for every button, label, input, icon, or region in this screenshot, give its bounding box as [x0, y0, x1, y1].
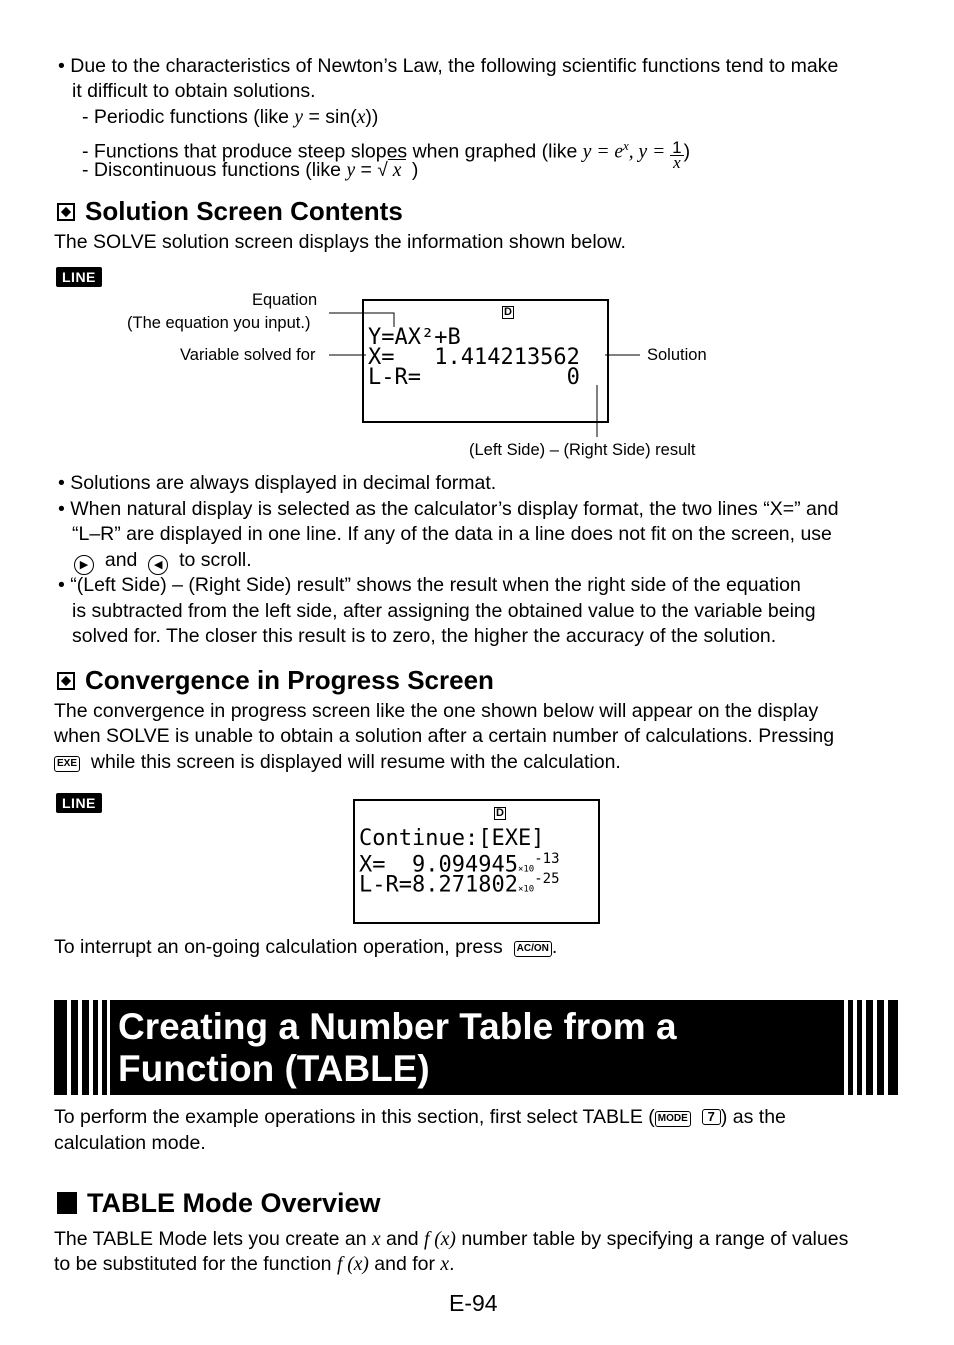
screen-lr-value: L-R=8.271802 [359, 872, 518, 898]
heading-convergence-text: Convergence in Progress Screen [85, 665, 494, 695]
calculator-screen-convergence [353, 799, 600, 924]
right-arrow-key-icon: ▶ [74, 555, 94, 575]
chapter-title [118, 1006, 677, 1090]
screen-line-lr [359, 869, 560, 899]
sub-disc-close: ) [406, 159, 419, 181]
line-tag: LINE [56, 267, 102, 287]
convergence-para-line3-text: while this screen is displayed will resume with the calculation. [90, 751, 621, 773]
chapter-banner [54, 1000, 898, 1095]
overview-l1-c: number table by specifying a range of values [455, 1228, 849, 1250]
note-scroll-text: to scroll. [179, 549, 252, 571]
note-lr-line1: “(Left Side) – (Right Side) result” shows the result when the right side of the equation [70, 574, 801, 596]
note-natural-display: • When natural display is selected as the calculator’s display format, the two lines “X=” and [58, 498, 839, 520]
ac-on-key-icon: AC/ON [514, 941, 552, 957]
x10-symbol: ×10 [517, 864, 535, 875]
overview-l2-b: and for [368, 1253, 441, 1275]
chapter-title-line2: Function (TABLE) [118, 1048, 430, 1089]
label-solution: Solution [647, 346, 707, 364]
bullet-newton-line2: it difficult to obtain solutions. [72, 80, 316, 102]
math-y-ex: y = e [582, 141, 624, 163]
note-lr: • “(Left Side) – (Right Side) result” shows the result when the right side of the equation [58, 574, 801, 596]
mode-key-icon: MODE [655, 1111, 691, 1127]
math-x: x [356, 107, 366, 128]
heading-table-overview-text: TABLE Mode Overview [87, 1188, 381, 1218]
math-close: )) [365, 106, 379, 128]
math-x: x [371, 1229, 381, 1250]
seven-key-icon: 7 [702, 1109, 721, 1125]
overview-l2-a: to be substituted for the function [54, 1253, 337, 1275]
degree-indicator: D [496, 807, 504, 819]
screen-line-continue: Continue:[EXE] [359, 826, 545, 851]
math-sin: = sin( [303, 106, 357, 128]
note-natural-line1: When natural display is selected as the calculator’s display format, the two lines “X=” and [70, 498, 839, 520]
exp-neg25: -25 [534, 871, 560, 887]
label-variable: Variable solved for [180, 346, 316, 364]
solution-desc: The SOLVE solution screen displays the information shown below. [54, 231, 626, 253]
note-lr-line2: is subtracted from the left side, after assigning the obtained value to the variable being [72, 600, 816, 622]
diamond-bullet-icon [57, 672, 75, 690]
line-tag: LINE [56, 793, 102, 813]
math-y: y [294, 107, 304, 128]
overview-l2-c: . [449, 1253, 455, 1275]
chapter-intro-pre: To perform the example operations in this section, first select TABLE ( [54, 1106, 655, 1128]
math-fx: f (x) [423, 1229, 456, 1250]
chapter-title-line1: Creating a Number Table from a [118, 1006, 677, 1047]
left-arrow-key-icon: ◀ [148, 555, 168, 575]
bullet-newton: • Due to the characteristics of Newton’s Law, the following scientific functions tend to make [58, 55, 839, 77]
note-scroll [74, 548, 252, 575]
exe-key-icon: EXE [54, 756, 80, 772]
fraction-numerator: 1 [672, 137, 682, 157]
overview-line2 [54, 1252, 455, 1278]
note-natural-line2: “L–R” are displayed in one line. If any of the data in a line does not fit on the screen, use [72, 523, 832, 545]
square-bullet-icon [57, 1192, 77, 1214]
page-number: E-94 [449, 1290, 498, 1316]
note-and: and [104, 549, 138, 571]
screen-line-lr: L-R= 0 [368, 365, 580, 390]
screen-line-equation: Y=AX²+B [368, 325, 461, 350]
degree-indicator: D [504, 306, 512, 318]
math-exp-x: x [623, 138, 629, 153]
screen-line-x: X= 1.414213562 [368, 345, 580, 370]
sub-periodic-text: - Periodic functions (like [82, 106, 295, 128]
callout-lines [0, 0, 954, 470]
overview-l1-b: and [380, 1228, 424, 1250]
sub-disc-text: - Discontinuous functions (like [82, 159, 347, 181]
math-y-eq: , y = [628, 141, 671, 163]
sqrt-icon: √ [377, 160, 388, 181]
label-equation: Equation [252, 291, 318, 309]
sqrt-radicand: x [388, 159, 407, 181]
interrupt-text [54, 935, 557, 961]
heading-table-overview [57, 1188, 381, 1218]
heading-convergence [57, 665, 494, 695]
interrupt-text-pre: To interrupt an on-going calculation operation, press [54, 936, 503, 958]
label-equation-note: (The equation you input.) [127, 314, 311, 332]
exp-neg13: -13 [534, 851, 560, 867]
fraction-denominator: x [673, 152, 681, 172]
note-decimal: • Solutions are always displayed in decimal format. [58, 472, 497, 494]
label-lr-result: (Left Side) – (Right Side) result [469, 441, 696, 459]
screen-x-value: X= 9.094945 [359, 852, 518, 878]
heading-solution-text: Solution Screen Contents [85, 196, 403, 226]
sub-steep-text: - Functions that produce steep slopes when graphed (like [82, 140, 583, 163]
chapter-intro-line1 [54, 1105, 786, 1131]
convergence-para-line3 [54, 750, 621, 776]
math-y-sqrt: y [346, 160, 356, 181]
note-lr-line3: solved for. The closer this result is to zero, the higher the accuracy of the solution. [72, 625, 777, 647]
math-x: x [440, 1254, 450, 1275]
math-eq: = [355, 159, 378, 181]
x10-symbol: ×10 [517, 884, 535, 895]
math-fx: f (x) [336, 1254, 369, 1275]
sub-steep-close: ) [683, 140, 691, 163]
chapter-intro-post: ) as the [720, 1106, 786, 1128]
chapter-intro-line2: calculation mode. [54, 1132, 206, 1154]
interrupt-period: . [551, 936, 558, 958]
bullet-newton-line1: Due to the characteristics of Newton’s Law, the following scientific functions tend to make [70, 55, 839, 77]
overview-line1 [54, 1227, 848, 1253]
overview-l1-a: The TABLE Mode lets you create an [54, 1228, 372, 1250]
convergence-para-line1: The convergence in progress screen like the one shown below will appear on the display [54, 700, 819, 722]
note-decimal-text: Solutions are always displayed in decimal format. [70, 472, 497, 494]
convergence-para-line2: when SOLVE is unable to obtain a solution after a certain number of calculations. Pressing [54, 725, 835, 747]
